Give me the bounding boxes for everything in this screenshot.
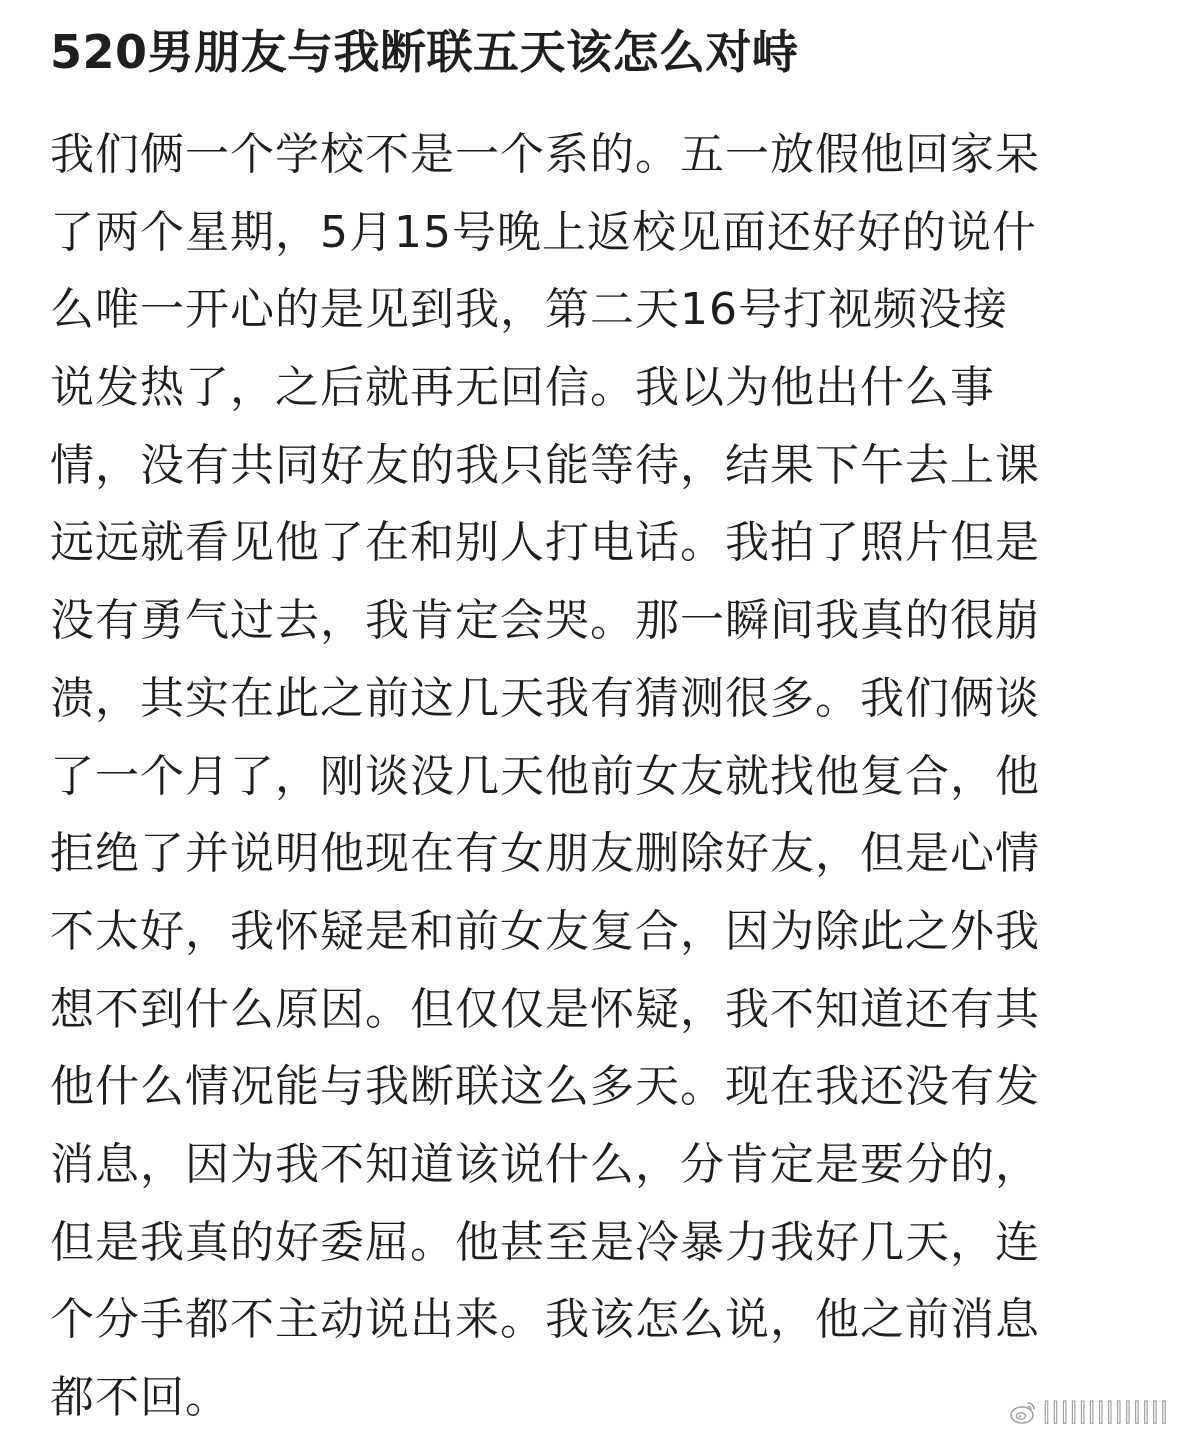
- post-body-line: 都不回。: [50, 1372, 230, 1423]
- watermark: [1009, 1398, 1170, 1426]
- post-body-line: 他什么情况能与我断联这么多天。现在我还没有发: [50, 1061, 1040, 1113]
- post-content: [50, 0, 1130, 1437]
- post-body-line: 不太好，我怀疑是和前女友复合，因为除此之外我: [50, 905, 1040, 957]
- post-body-line: 没有勇气过去，我肯定会哭。那一瞬间我真的很崩: [50, 595, 1040, 647]
- post-body-line: 溃，其实在此之前这几天我有猜测很多。我们俩谈: [50, 672, 1040, 724]
- post-body-line: 了两个星期，5月15号晚上返校见面还好好的说什: [50, 206, 1037, 258]
- post-body-line: 我们俩一个学校不是一个系的。五一放假他回家呆: [50, 129, 1040, 180]
- watermark-text: ||||||||||||||: [1042, 1399, 1169, 1424]
- post-body-line: 了一个月了，刚谈没几天他前女友就找他复合，他: [50, 750, 1040, 802]
- post-body-line: 远远就看见他了在和别人打电话。我拍了照片但是: [50, 517, 1040, 569]
- post-body-line: 但是我真的好委屈。他甚至是冷暴力我好几天，连: [50, 1216, 1040, 1268]
- post-body-line: 想不到什么原因。但仅仅是怀疑，我不知道还有其: [50, 983, 1040, 1035]
- post-body-line: 么唯一开心的是见到我，第二天16号打视频没接: [50, 284, 1008, 336]
- post-body-line: 消息，因为我不知道该说什么，分肯定是要分的，: [50, 1138, 1040, 1190]
- post-body-line: 说发热了，之后就再无回信。我以为他出什么事: [50, 362, 995, 414]
- post-body-line: 拒绝了并说明他现在有女朋友删除好友，但是心情: [50, 828, 1040, 880]
- post-body-line: 个分手都不主动说出来。我该怎么说，他之前消息: [50, 1294, 1040, 1346]
- post-body: [50, 116, 1130, 1437]
- weibo-logo-icon: [1009, 1398, 1037, 1426]
- post-body-line: 情，没有共同好友的我只能等待，结果下午去上课: [50, 439, 1040, 491]
- post-title: 520男朋友与我断联五天该怎么对峙: [50, 25, 799, 79]
